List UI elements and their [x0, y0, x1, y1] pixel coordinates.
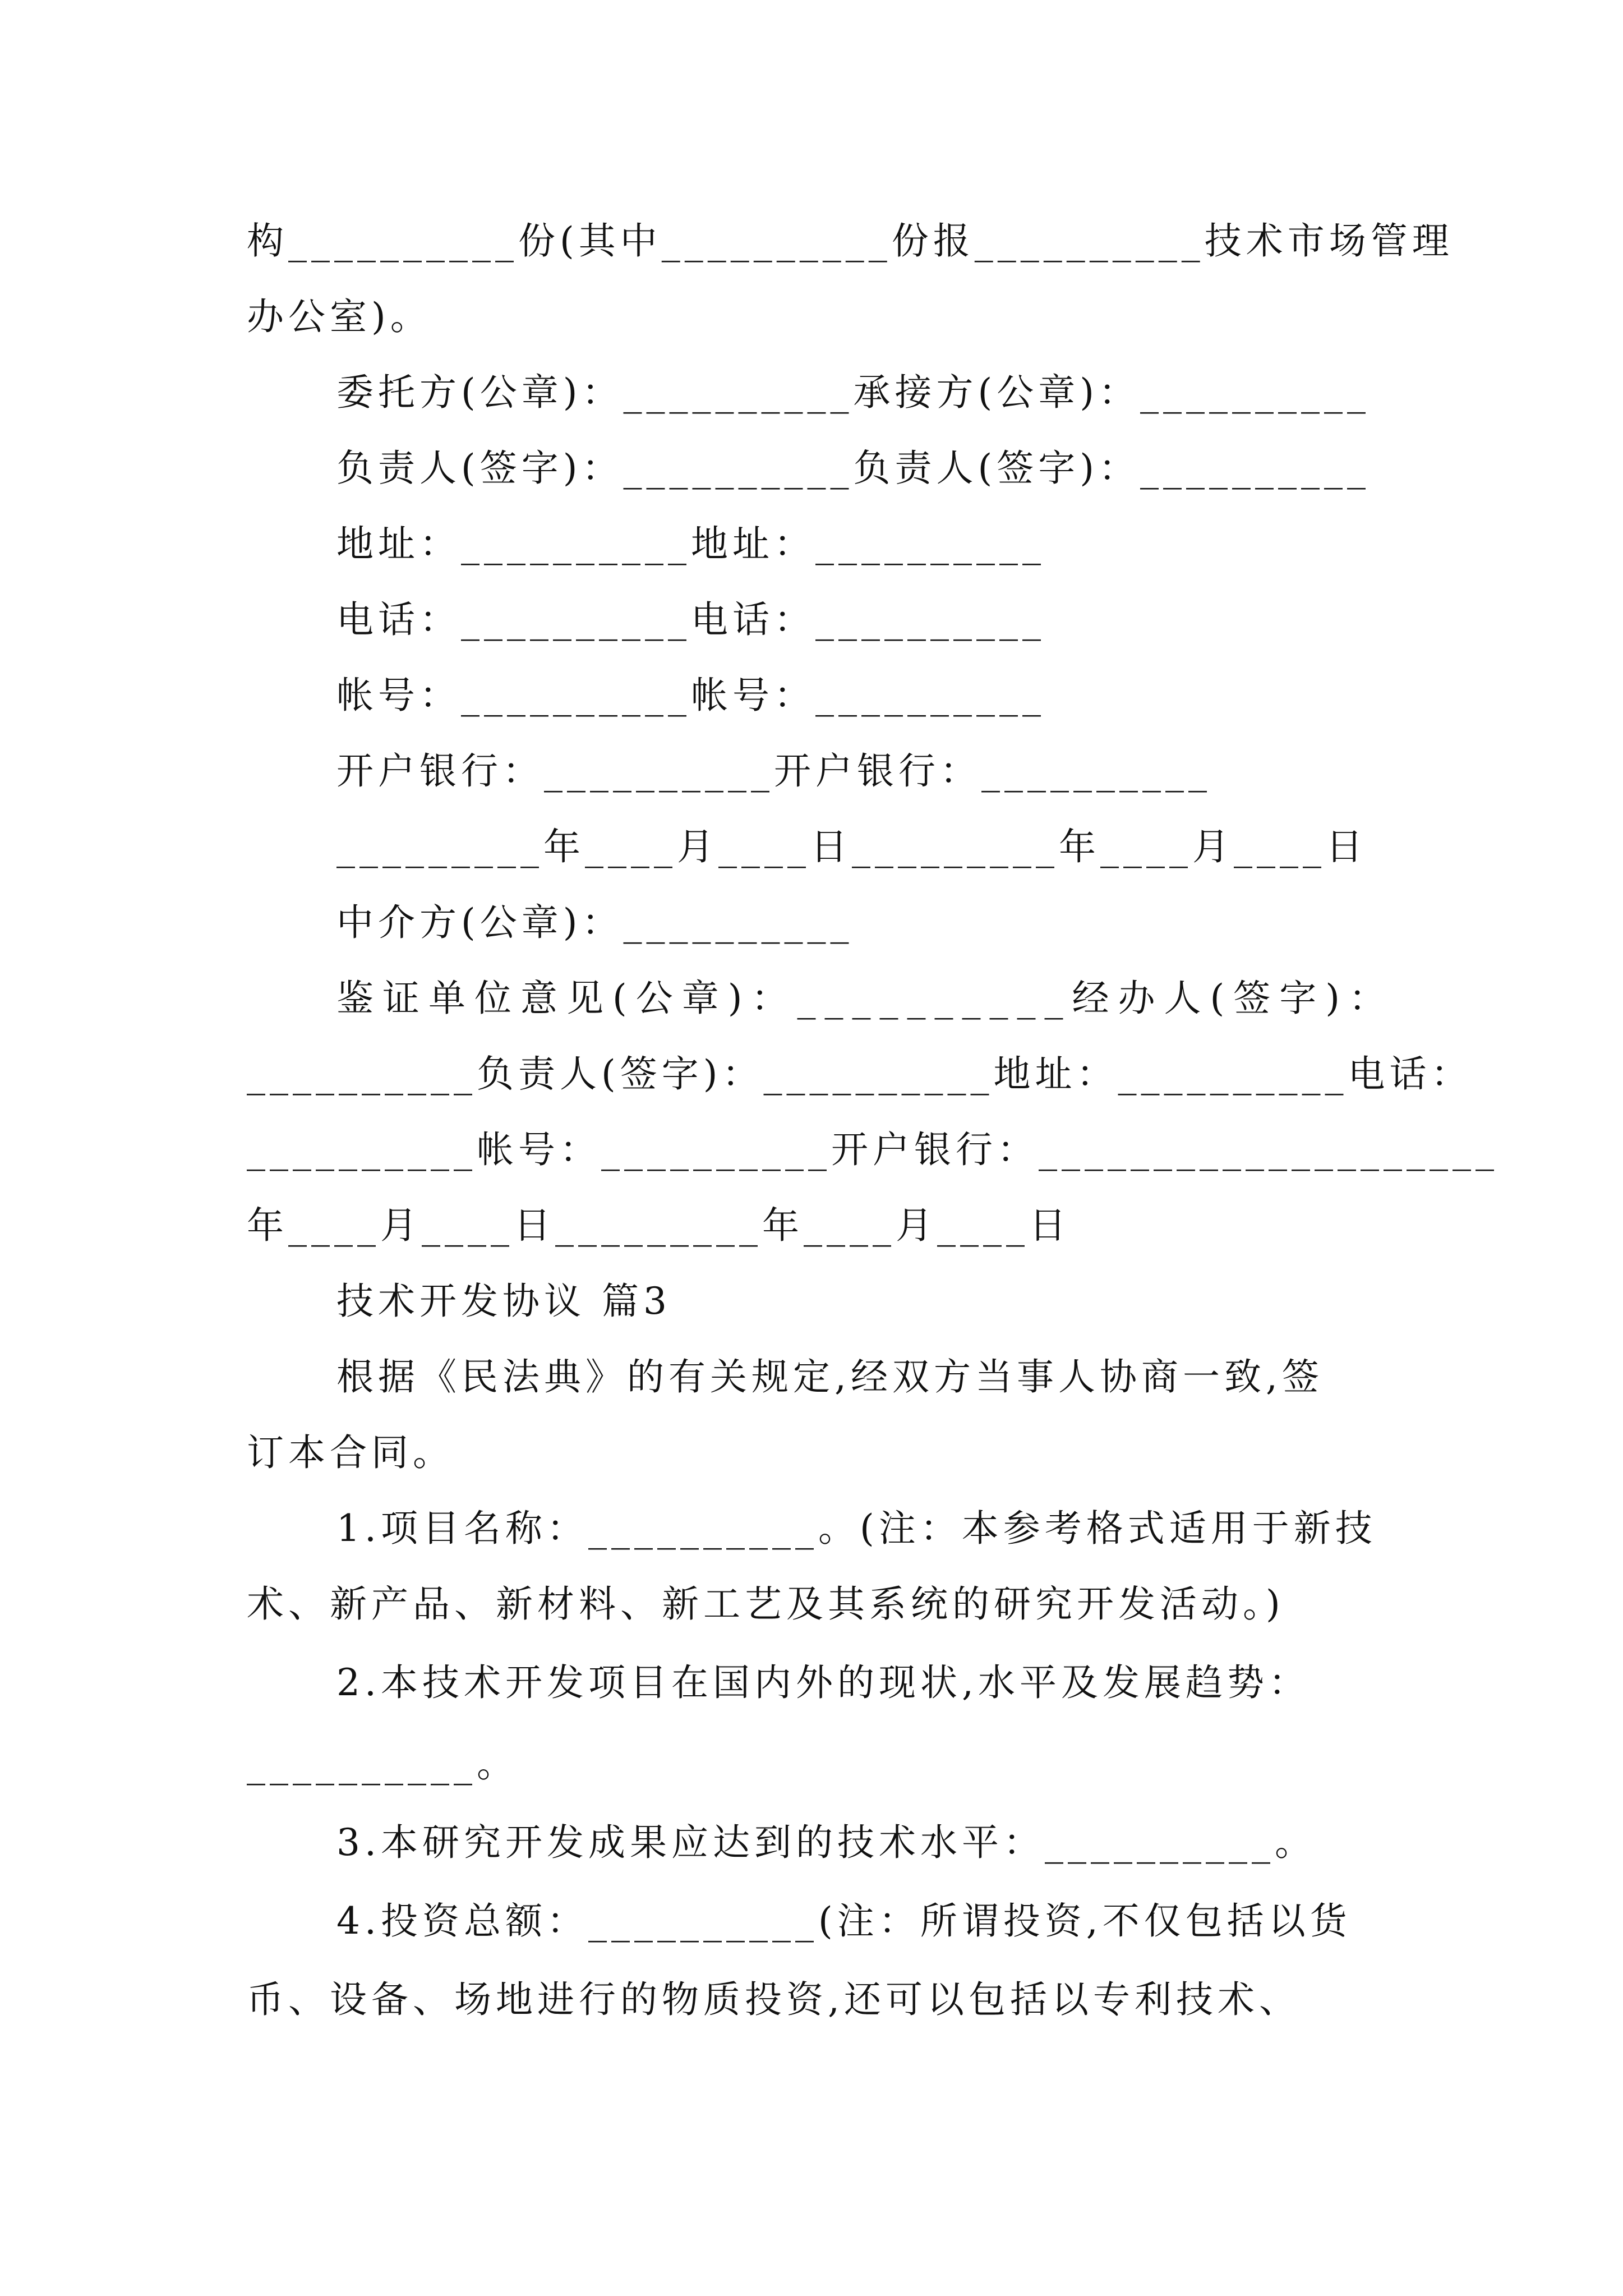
text-line: 电话：__________电话：__________: [336, 598, 1045, 641]
text-line: 开户银行：__________开户银行：__________: [336, 749, 1211, 793]
text-line: 币、设备、场地进行的物质投资,还可以包括以专利技术、: [247, 1978, 1301, 2021]
text-line: __________负责人(签字)：__________地址：__________电话：: [247, 1052, 1473, 1096]
text-line: 中介方(公章)：__________: [336, 901, 854, 944]
text-line: __________帐号：__________开户银行：____________________: [247, 1128, 1498, 1171]
section-heading: 技术开发协议 篇3: [336, 1280, 671, 1323]
text-line: 3.本研究开发成果应达到的技术水平：__________。: [336, 1821, 1316, 1864]
text-line: 委托方(公章)：__________承接方(公章)：__________: [336, 371, 1370, 414]
text-line: 根据《民法典》的有关规定,经双方当事人协商一致,签: [336, 1355, 1324, 1398]
text-line: 地址：__________地址：__________: [336, 522, 1045, 565]
text-line: 负责人(签字)：__________负责人(签字)：__________: [336, 447, 1370, 490]
text-line: 构__________份(其中__________份报__________技术市场管理: [247, 219, 1454, 263]
text-line: 订本合同。: [247, 1431, 454, 1474]
text-line: 2.本技术开发项目在国内外的现状,水平及发展趋势：: [336, 1661, 1310, 1704]
text-line: 1.项目名称：__________。(注：本参考格式适用于新技: [336, 1507, 1377, 1550]
text-line: 年____月____日_________年____月____日: [247, 1204, 1071, 1247]
text-line: 术、新产品、新材料、新工艺及其系统的研究开发活动。): [247, 1582, 1285, 1626]
text-line: _________年____月____日_________年____月____日: [336, 825, 1367, 868]
text-line: __________。: [247, 1742, 518, 1786]
text-line: 鉴证单位意见(公章)：__________经办人(签字)：: [336, 977, 1395, 1020]
text-line: 4.投资总额：__________(注：所谓投资,不仅包括以货: [336, 1899, 1352, 1943]
text-line: 办公室)。: [247, 295, 432, 338]
text-line: 帐号：__________帐号：__________: [336, 674, 1045, 717]
